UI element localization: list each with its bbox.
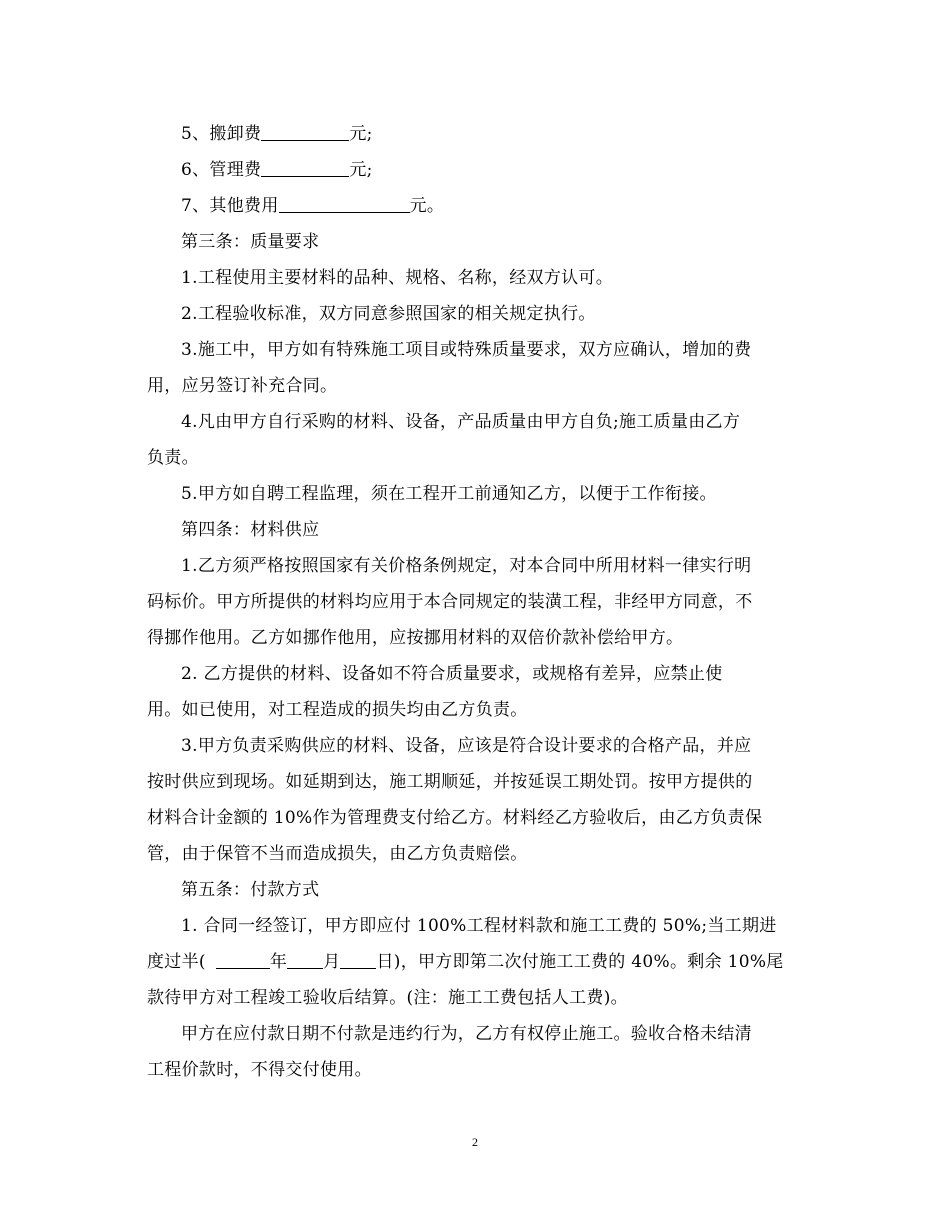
article-3-item-2: 2.工程验收标准，双方同意参照国家的相关规定执行。 <box>181 304 596 324</box>
article-3-item-5: 5.甲方如自聘工程监理，须在工程开工前通知乙方，以便于工作衔接。 <box>181 484 717 504</box>
article-3-item-4: 4.凡由甲方自行采购的材料、设备，产品质量由甲方自负;施工质量由乙方 <box>181 412 741 432</box>
article-3-item-1: 1.工程使用主要材料的品种、规格、名称，经双方认可。 <box>181 268 614 288</box>
page-number: 2 <box>472 1135 478 1149</box>
fee-unit: 元; <box>349 160 373 180</box>
article-3-item-3: 3.施工中，甲方如有特殊施工项目或特殊质量要求，双方应确认，增加的费 <box>181 340 752 360</box>
fee-unit: 元; <box>349 124 373 144</box>
fee-label: 7、其他费用 <box>181 196 279 216</box>
year-blank <box>216 950 270 969</box>
article-4-heading: 第四条：材料供应 <box>181 520 320 540</box>
article-4-item-1-cont: 码标价。甲方所提供的材料均应用于本合同规定的装潢工程，非经甲方同意，不 <box>147 592 753 612</box>
article-3-item-3-cont: 用，应另签订补充合同。 <box>147 376 338 396</box>
article-4-item-1-cont: 得挪作他用。乙方如挪作他用，应按挪用材料的双倍价款补偿给甲方。 <box>147 628 684 648</box>
article-5-item-1: 1. 合同一经签订，甲方即应付 100%工程材料款和施工工费的 50%;当工期进 <box>181 916 777 936</box>
article-5-item-1-cont <box>147 944 812 980</box>
fee-label: 5、搬卸费 <box>181 124 262 144</box>
text-segment: 度过半( <box>147 952 206 972</box>
month-blank <box>287 950 323 969</box>
fee-line-unloading <box>147 116 812 152</box>
fill-blank <box>279 194 410 213</box>
fee-unit: 元。 <box>409 196 445 216</box>
article-4-item-3-cont: 材料合计金额的 10%作为管理费支付给乙方。材料经乙方验收后，由乙方负责保 <box>147 808 763 828</box>
fee-label: 6、管理费 <box>181 160 262 180</box>
fee-line-other <box>147 188 812 224</box>
article-5-item-1-cont: 款待甲方对工程竣工验收后结算。(注：施工工费包括人工费)。 <box>147 988 628 1008</box>
article-5-heading: 第五条：付款方式 <box>181 880 320 900</box>
article-3-item-4-cont: 负责。 <box>147 448 199 468</box>
article-4-item-2-cont: 用。如已使用，对工程造成的损失均由乙方负责。 <box>147 700 528 720</box>
text-segment: 年 <box>269 952 288 972</box>
text-segment: 月 <box>323 952 341 972</box>
fee-line-management <box>147 152 812 188</box>
article-4-item-3: 3.甲方负责采购供应的材料、设备，应该是符合设计要求的合格产品，并应 <box>181 736 752 756</box>
fill-blank <box>261 158 349 177</box>
article-4-item-2: 2. 乙方提供的材料、设备如不符合质量要求，或规格有差异，应禁止使 <box>181 664 723 684</box>
page-body <box>147 116 812 1088</box>
day-blank <box>340 950 376 969</box>
article-5-paragraph-cont: 工程价款时，不得交付使用。 <box>147 1060 372 1080</box>
article-4-item-3-cont: 管，由于保管不当而造成损失，由乙方负责赔偿。 <box>147 844 528 864</box>
article-4-item-3-cont: 按时供应到现场。如延期到达，施工期顺延，并按延误工期处罚。按甲方提供的 <box>147 772 753 792</box>
fill-blank <box>261 122 349 141</box>
article-4-item-1: 1.乙方须严格按照国家有关价格条例规定，对本合同中所用材料一律实行明 <box>181 556 752 576</box>
article-3-heading: 第三条：质量要求 <box>181 232 320 252</box>
article-5-paragraph: 甲方在应付款日期不付款是违约行为，乙方有权停止施工。验收合格未结清 <box>181 1024 752 1044</box>
text-segment: 日)，甲方即第二次付施工工费的 40%。剩余 10%尾 <box>376 952 784 972</box>
